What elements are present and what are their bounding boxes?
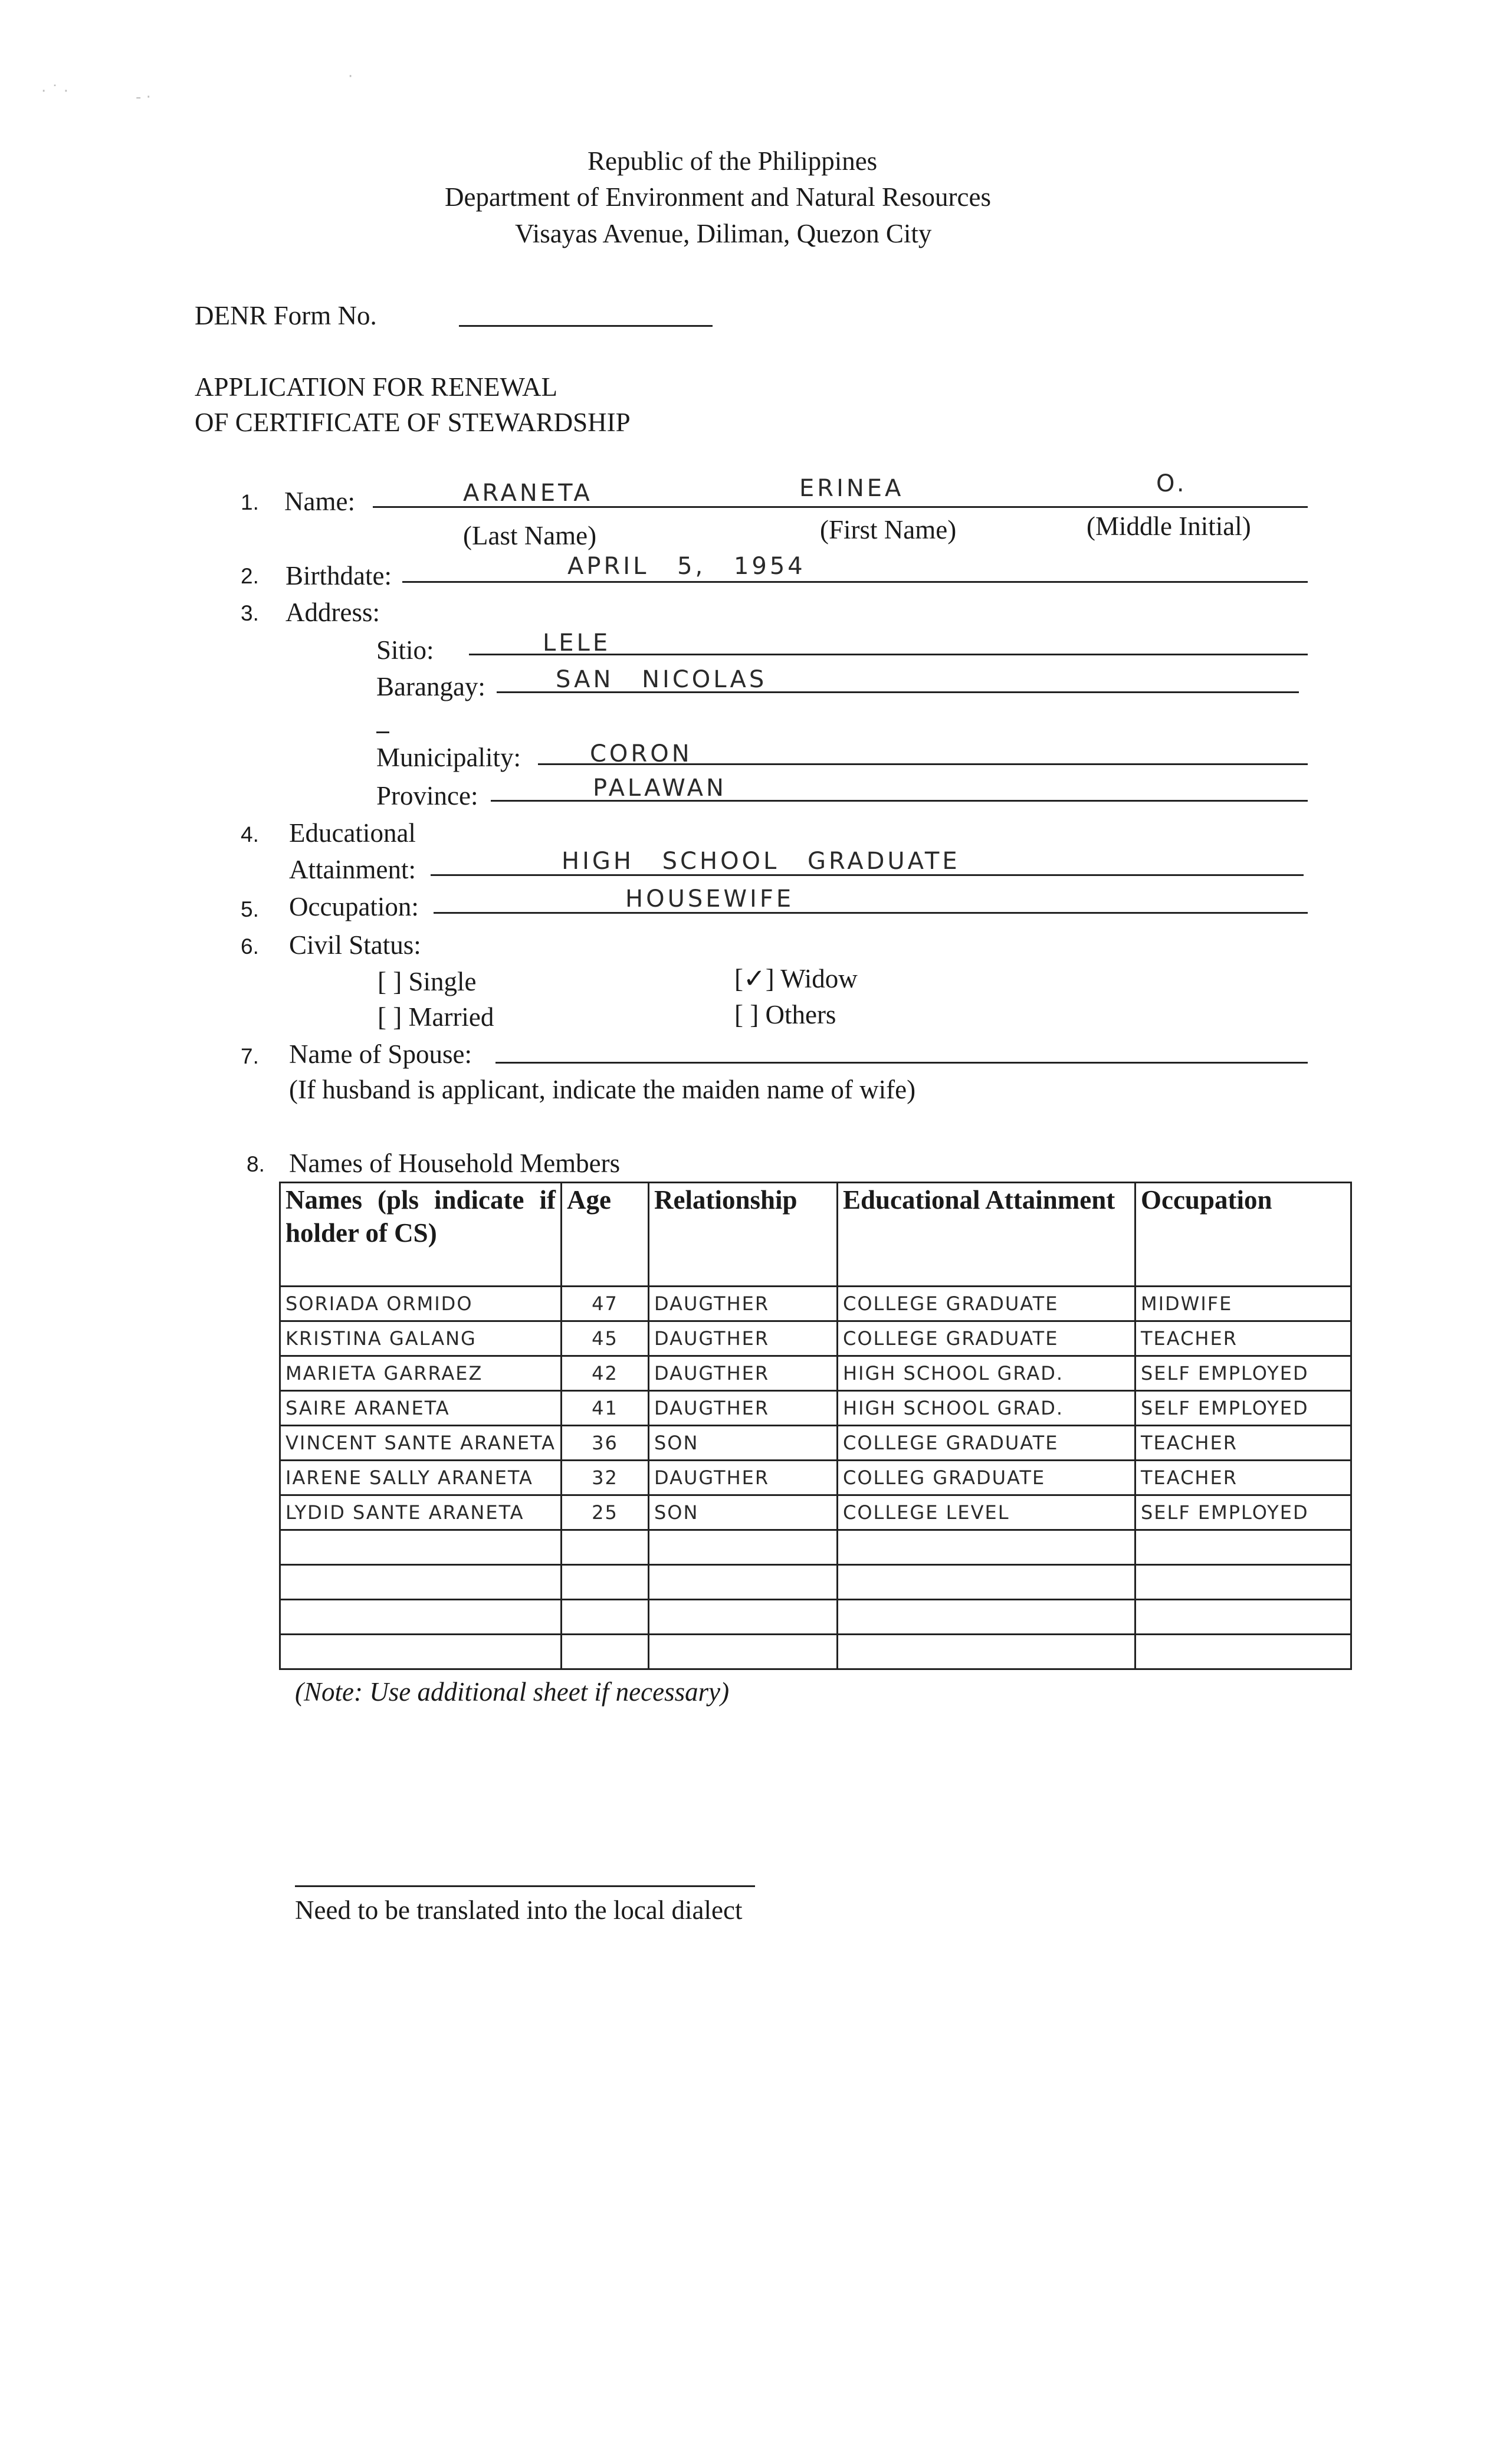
table-row bbox=[280, 1565, 1351, 1600]
civil-status-others[interactable]: [ ] Others bbox=[734, 1000, 836, 1029]
birthdate-label: Birthdate: bbox=[285, 561, 392, 590]
member-name: KRISTINA GALANG bbox=[280, 1321, 562, 1356]
field-num-address: 3. bbox=[241, 601, 259, 625]
spouse-label: Name of Spouse: bbox=[289, 1039, 472, 1069]
col-header-occupation: Occupation bbox=[1135, 1183, 1351, 1287]
member-name: IARENE SALLY ARANETA bbox=[280, 1461, 562, 1495]
member-name: LYDID SANTE ARANETA bbox=[280, 1495, 562, 1530]
education-label-1: Educational bbox=[289, 818, 416, 848]
member-occupation bbox=[1135, 1600, 1351, 1635]
member-education: COLLEGE LEVEL bbox=[837, 1495, 1135, 1530]
table-row bbox=[280, 1356, 1351, 1391]
member-age: 47 bbox=[561, 1287, 648, 1321]
field-num-name: 1. bbox=[241, 490, 259, 514]
field-num-occupation: 5. bbox=[241, 897, 259, 921]
member-relationship: DAUGTHER bbox=[648, 1321, 837, 1356]
member-relationship: DAUGTHER bbox=[648, 1356, 837, 1391]
member-relationship bbox=[648, 1565, 837, 1600]
member-relationship: SON bbox=[648, 1495, 837, 1530]
member-age: 45 bbox=[561, 1321, 648, 1356]
table-row bbox=[280, 1635, 1351, 1669]
table-row bbox=[280, 1426, 1351, 1461]
member-education bbox=[837, 1530, 1135, 1565]
member-age: 42 bbox=[561, 1356, 648, 1391]
occupation-label: Occupation: bbox=[289, 892, 419, 921]
field-num-household: 8. bbox=[247, 1152, 265, 1176]
member-relationship: DAUGTHER bbox=[648, 1461, 837, 1495]
municipality-value: CORON bbox=[590, 740, 693, 767]
table-row bbox=[280, 1321, 1351, 1356]
member-occupation: SELF EMPLOYED bbox=[1135, 1495, 1351, 1530]
civil-status-label: Civil Status: bbox=[289, 930, 421, 960]
form-no-line bbox=[459, 325, 713, 327]
member-relationship bbox=[648, 1600, 837, 1635]
last-name-value: ARANETA bbox=[463, 480, 593, 507]
member-relationship: DAUGTHER bbox=[648, 1391, 837, 1426]
field-num-spouse: 7. bbox=[241, 1044, 259, 1068]
member-education: HIGH SCHOOL GRAD. bbox=[837, 1391, 1135, 1426]
title-line-2: OF CERTIFICATE OF STEWARDSHIP bbox=[195, 408, 631, 437]
member-age bbox=[561, 1530, 648, 1565]
education-value: HIGH SCHOOL GRADUATE bbox=[562, 848, 960, 875]
occupation-value: HOUSEWIFE bbox=[625, 885, 795, 913]
stray-dash bbox=[376, 731, 389, 733]
table-row bbox=[280, 1391, 1351, 1426]
civil-status-single[interactable]: [ ] Single bbox=[378, 967, 477, 996]
member-occupation bbox=[1135, 1635, 1351, 1669]
member-name: SORIADA ORMIDO bbox=[280, 1287, 562, 1321]
municipality-label: Municipality: bbox=[376, 743, 521, 772]
member-education bbox=[837, 1565, 1135, 1600]
member-relationship bbox=[648, 1530, 837, 1565]
household-table-header bbox=[280, 1183, 1351, 1287]
member-occupation: TEACHER bbox=[1135, 1426, 1351, 1461]
barangay-value: SAN NICOLAS bbox=[556, 666, 767, 693]
table-row bbox=[280, 1461, 1351, 1495]
field-num-education: 4. bbox=[241, 822, 259, 847]
member-age bbox=[561, 1635, 648, 1669]
name-label: Name: bbox=[284, 487, 355, 516]
header-address: Visayas Avenue, Diliman, Quezon City bbox=[515, 219, 932, 248]
sitio-label: Sitio: bbox=[376, 635, 434, 665]
member-education: HIGH SCHOOL GRAD. bbox=[837, 1356, 1135, 1391]
member-name bbox=[280, 1635, 562, 1669]
member-name: VINCENT SANTE ARANETA bbox=[280, 1426, 562, 1461]
member-occupation: MIDWIFE bbox=[1135, 1287, 1351, 1321]
member-age: 25 bbox=[561, 1495, 648, 1530]
member-occupation bbox=[1135, 1530, 1351, 1565]
middle-initial-value: O. bbox=[1156, 470, 1187, 497]
header-department: Department of Environment and Natural Resources bbox=[445, 182, 991, 212]
member-occupation: SELF EMPLOYED bbox=[1135, 1356, 1351, 1391]
province-value: PALAWAN bbox=[593, 775, 727, 802]
member-occupation: TEACHER bbox=[1135, 1321, 1351, 1356]
member-name bbox=[280, 1600, 562, 1635]
member-occupation: TEACHER bbox=[1135, 1461, 1351, 1495]
col-header-relationship: Relationship bbox=[648, 1183, 837, 1287]
table-row bbox=[280, 1495, 1351, 1530]
last-name-caption: (Last Name) bbox=[463, 521, 597, 550]
address-label: Address: bbox=[285, 598, 380, 627]
field-num-birthdate: 2. bbox=[241, 564, 259, 588]
member-education: COLLEG GRADUATE bbox=[837, 1461, 1135, 1495]
member-relationship: SON bbox=[648, 1426, 837, 1461]
member-occupation bbox=[1135, 1565, 1351, 1600]
province-label: Province: bbox=[376, 781, 478, 811]
member-name: SAIRE ARANETA bbox=[280, 1391, 562, 1426]
education-label-2: Attainment: bbox=[289, 855, 416, 884]
member-relationship bbox=[648, 1635, 837, 1669]
household-table bbox=[279, 1182, 1352, 1670]
scan-speck: · bbox=[348, 68, 353, 86]
member-name bbox=[280, 1565, 562, 1600]
member-age bbox=[561, 1600, 648, 1635]
col-header-names: Names (pls indicate if holder of CS) bbox=[280, 1183, 562, 1287]
barangay-label: Barangay: bbox=[376, 672, 485, 701]
footer-signature-line bbox=[295, 1885, 755, 1887]
col-header-education: Educational Attainment bbox=[837, 1183, 1135, 1287]
member-education bbox=[837, 1600, 1135, 1635]
household-label: Names of Household Members bbox=[289, 1149, 621, 1178]
birthdate-value: APRIL 5, 1954 bbox=[567, 553, 806, 580]
member-relationship: DAUGTHER bbox=[648, 1287, 837, 1321]
member-age: 41 bbox=[561, 1391, 648, 1426]
table-row bbox=[280, 1530, 1351, 1565]
scan-speck: · ˙ · bbox=[41, 83, 69, 100]
birthdate-line bbox=[402, 581, 1308, 583]
spouse-note: (If husband is applicant, indicate the maiden name of wife) bbox=[289, 1075, 916, 1104]
table-note: (Note: Use additional sheet if necessary) bbox=[295, 1677, 730, 1707]
member-education bbox=[837, 1635, 1135, 1669]
member-education: COLLEGE GRADUATE bbox=[837, 1426, 1135, 1461]
civil-status-widow[interactable]: [✓] Widow bbox=[734, 964, 858, 993]
middle-initial-caption: (Middle Initial) bbox=[1087, 511, 1251, 541]
first-name-caption: (First Name) bbox=[820, 515, 957, 544]
first-name-value: ERINEA bbox=[799, 475, 904, 502]
title-line-1: APPLICATION FOR RENEWAL bbox=[195, 372, 558, 402]
form-no-label: DENR Form No. bbox=[195, 301, 377, 330]
footer-note: Need to be translated into the local dialect bbox=[295, 1895, 743, 1925]
member-age bbox=[561, 1565, 648, 1600]
civil-status-married[interactable]: [ ] Married bbox=[378, 1002, 494, 1032]
member-name: MARIETA GARRAEZ bbox=[280, 1356, 562, 1391]
spouse-line bbox=[495, 1062, 1308, 1064]
member-name bbox=[280, 1530, 562, 1565]
field-num-civil-status: 6. bbox=[241, 934, 259, 959]
member-occupation: SELF EMPLOYED bbox=[1135, 1391, 1351, 1426]
scan-speck: - · bbox=[136, 88, 151, 106]
header-republic: Republic of the Philippines bbox=[588, 146, 878, 176]
member-age: 36 bbox=[561, 1426, 648, 1461]
table-row bbox=[280, 1287, 1351, 1321]
col-header-age: Age bbox=[561, 1183, 648, 1287]
occupation-line bbox=[434, 912, 1308, 914]
member-education: COLLEGE GRADUATE bbox=[837, 1287, 1135, 1321]
member-age: 32 bbox=[561, 1461, 648, 1495]
table-row bbox=[280, 1600, 1351, 1635]
member-education: COLLEGE GRADUATE bbox=[837, 1321, 1135, 1356]
sitio-value: LELE bbox=[543, 629, 611, 657]
